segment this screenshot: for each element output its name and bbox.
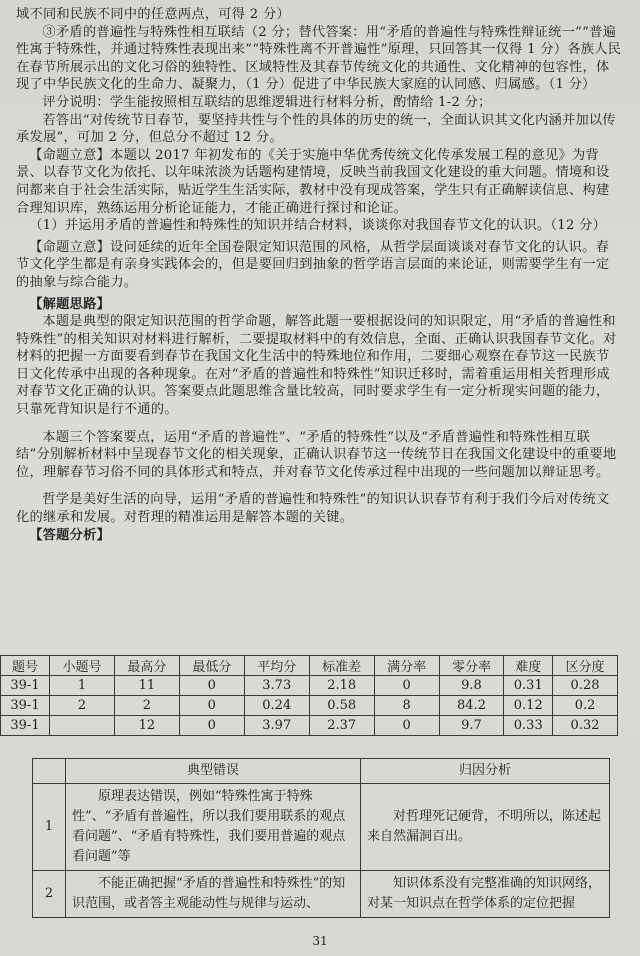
table-cell: 0 [374,716,439,736]
table-row [33,871,610,918]
table-cell: 0.12 [504,696,553,716]
table-header-cell: 题号 [1,656,50,676]
table-header-cell: 区分度 [553,656,618,676]
table-cell: 39-1 [1,676,50,696]
table-header-cell: 最低分 [179,656,244,676]
table-cell: 12 [114,716,179,736]
row-number: 2 [33,871,66,918]
table-cell: 2 [50,696,115,716]
table-cell: 1 [50,676,115,696]
table-cell: 84.2 [439,696,504,716]
table-cell: 39-1 [1,716,50,736]
table-header-cell: 平均分 [244,656,309,676]
table-cell: 2 [114,696,179,716]
table-cell: 0 [374,676,439,696]
table-cell: 0 [179,696,244,716]
table-cell: 0.31 [504,676,553,696]
table-cell: 9.8 [439,676,504,696]
paragraph: 若答出“对传统节日春节，要坚持共性与个性的具体的历史的统一，全面认识其文化内涵并加以传承发展”，可加 2 分，但总分不超过 12 分。 [16,112,616,146]
table-cell: 0.58 [309,696,374,716]
error-analysis-table [32,758,610,918]
table-cell: 2.18 [309,676,374,696]
table-cell: 0.2 [553,696,618,716]
table-header-cell: 归因分析 [361,759,610,784]
paragraph: 评分说明：学生能按照相互联结的思维逻辑进行材料分析，酌情给 1-2 分； [42,94,492,110]
table-cell: 3.73 [244,676,309,696]
table-cell: 11 [114,676,179,696]
paragraph: 本题三个答案要点，运用“矛盾的普遍性”、“矛盾的特殊性”以及“矛盾普遍性和特殊性相互联结”分别解析材料中呈现春节文化的相关现象，正确认识春节这一传统节日在我国文化建设中的重要地位，理解春节习俗不同的具体形式和特点，并对春节文化传承过程中出现的一些问题加以辩证思考。 [16,429,617,480]
cause-analysis-cell: 知识体系没有完整准确的知识网络，对某一知识点在哲学体系的定位把握 [361,871,610,918]
table-header-cell: 难度 [504,656,553,676]
question: （1）并运用矛盾的普遍性和特殊性的知识并结合材料，谈谈你对我国春节文化的认识。（12 分） [29,218,607,234]
body-text [16,6,622,544]
section-intent: 【命题立意】本题以 2017 年初发布的《关于实施中华优秀传统文化传承发展工程的意见》为背景、以春节文化为依托、以年味浓淡为话题构建情境，反映当前我国文化建设的重大问题。情境和设问都来自于社会生活实际，贴近学生生活实际，教材中没有现成答案，学生只有正确解读信息、构建合理知识库，熟练运用分析论证能力，才能正确进行探讨和论证。 [16,147,610,216]
table-cell: 8 [374,696,439,716]
table-cell: 0.28 [553,676,618,696]
table-header-cell: 零分率 [439,656,504,676]
typical-error-cell: 原理表达错误，例如“特殊性寓于特殊性”、“矛盾有普遍性，所以我们要用联系的观点看问题”、“矛盾有特殊性，我们要用普遍的观点看问题”等 [66,784,361,871]
table-header-cell: 满分率 [374,656,439,676]
cause-analysis-cell: 对哲理死记硬背，不明所以，陈述起来自然漏洞百出。 [361,784,610,871]
table-cell: 0.33 [504,716,553,736]
paragraph: 哲学是美好生活的向导，运用“矛盾的普遍性和特殊性”的知识认识春节有利于我们今后对传统文化的继承和发展。对哲理的精准运用是解答本题的关键。 [16,492,610,526]
table-header-row [33,759,610,784]
section-heading: 【答题分析】 [29,527,111,543]
table-header-cell: 标准差 [309,656,374,676]
paragraph: 域不同和民族不同中的任意两点，可得 2 分） [16,7,290,22]
stats-table [0,655,618,736]
table-cell: 2.37 [309,716,374,736]
table-header-row [1,656,618,676]
table-row [1,716,618,736]
section-intent: 【命题立意】设问延续的近年全国卷限定知识范围的风格，从哲学层面谈谈对春节文化的认识。春节文化学生都是有亲身实践体会的，但是要回归到抽象的哲学语言层面的来论证，则需要学生有一定的抽象与综合能力。 [16,239,610,290]
page-number: 31 [312,934,328,948]
paragraph: 本题是典型的限定知识范围的哲学命题，解答此题一要根据设问的知识限定，用“矛盾的普遍性和特殊性”的相关知识对材料进行解析，二要提取材料中的有效信息，全面、正确认识我国春节文化。对材料的把握一方面要看到春节在我国文化生活中的特殊地位和作用，二要细心观察在春节这一民族节日文化传承中出现的各种现象。在对“矛盾的普遍性和特殊性”知识迁移时，需着重运用相关哲理形成对春节文化正确的认识。答案要点此题思维含量比较高，同时要求学生有一定分析现实问题的能力，只靠死背知识是行不通的。 [16,314,617,418]
table-row [1,696,618,716]
table-cell: 0 [179,676,244,696]
table-row [33,784,610,871]
section-heading: 【解题思路】 [29,296,111,312]
row-number: 1 [33,784,66,871]
table-cell: 0 [179,716,244,736]
table-cell: 9.7 [439,716,504,736]
table-cell: 0.32 [553,716,618,736]
table-cell [50,716,115,736]
table-header-cell: 最高分 [114,656,179,676]
table-header-cell: 典型错误 [66,759,361,784]
table-row [1,676,618,696]
table-header-cell [33,759,66,784]
table-cell: 39-1 [1,696,50,716]
table-cell: 3.97 [244,716,309,736]
typical-error-cell: 不能正确把握“矛盾的普遍性和特殊性”的知识范围，或者答主观能动性与规律与运动、 [66,871,361,918]
paragraph: ③矛盾的普遍性与特殊性相互联结（2 分；替代答案：用“矛盾的普遍性与特殊性辩证统一”“普遍性寓于特殊性，并通过特殊性表现出来”“特殊性离不开普遍性”原理，只回答其一仅得 1 分）各族人民在春节所展示出的文化习俗的独特性、区域特性及其春节传统文化的共通性、文化精神的包容性，体现了中华民族文化的生命力、凝聚力，（1 分）促进了中华民族大家庭的认同感、归属感。（1 分） [16,24,622,93]
table-cell: 0.24 [244,696,309,716]
table-header-cell: 小题号 [50,656,115,676]
